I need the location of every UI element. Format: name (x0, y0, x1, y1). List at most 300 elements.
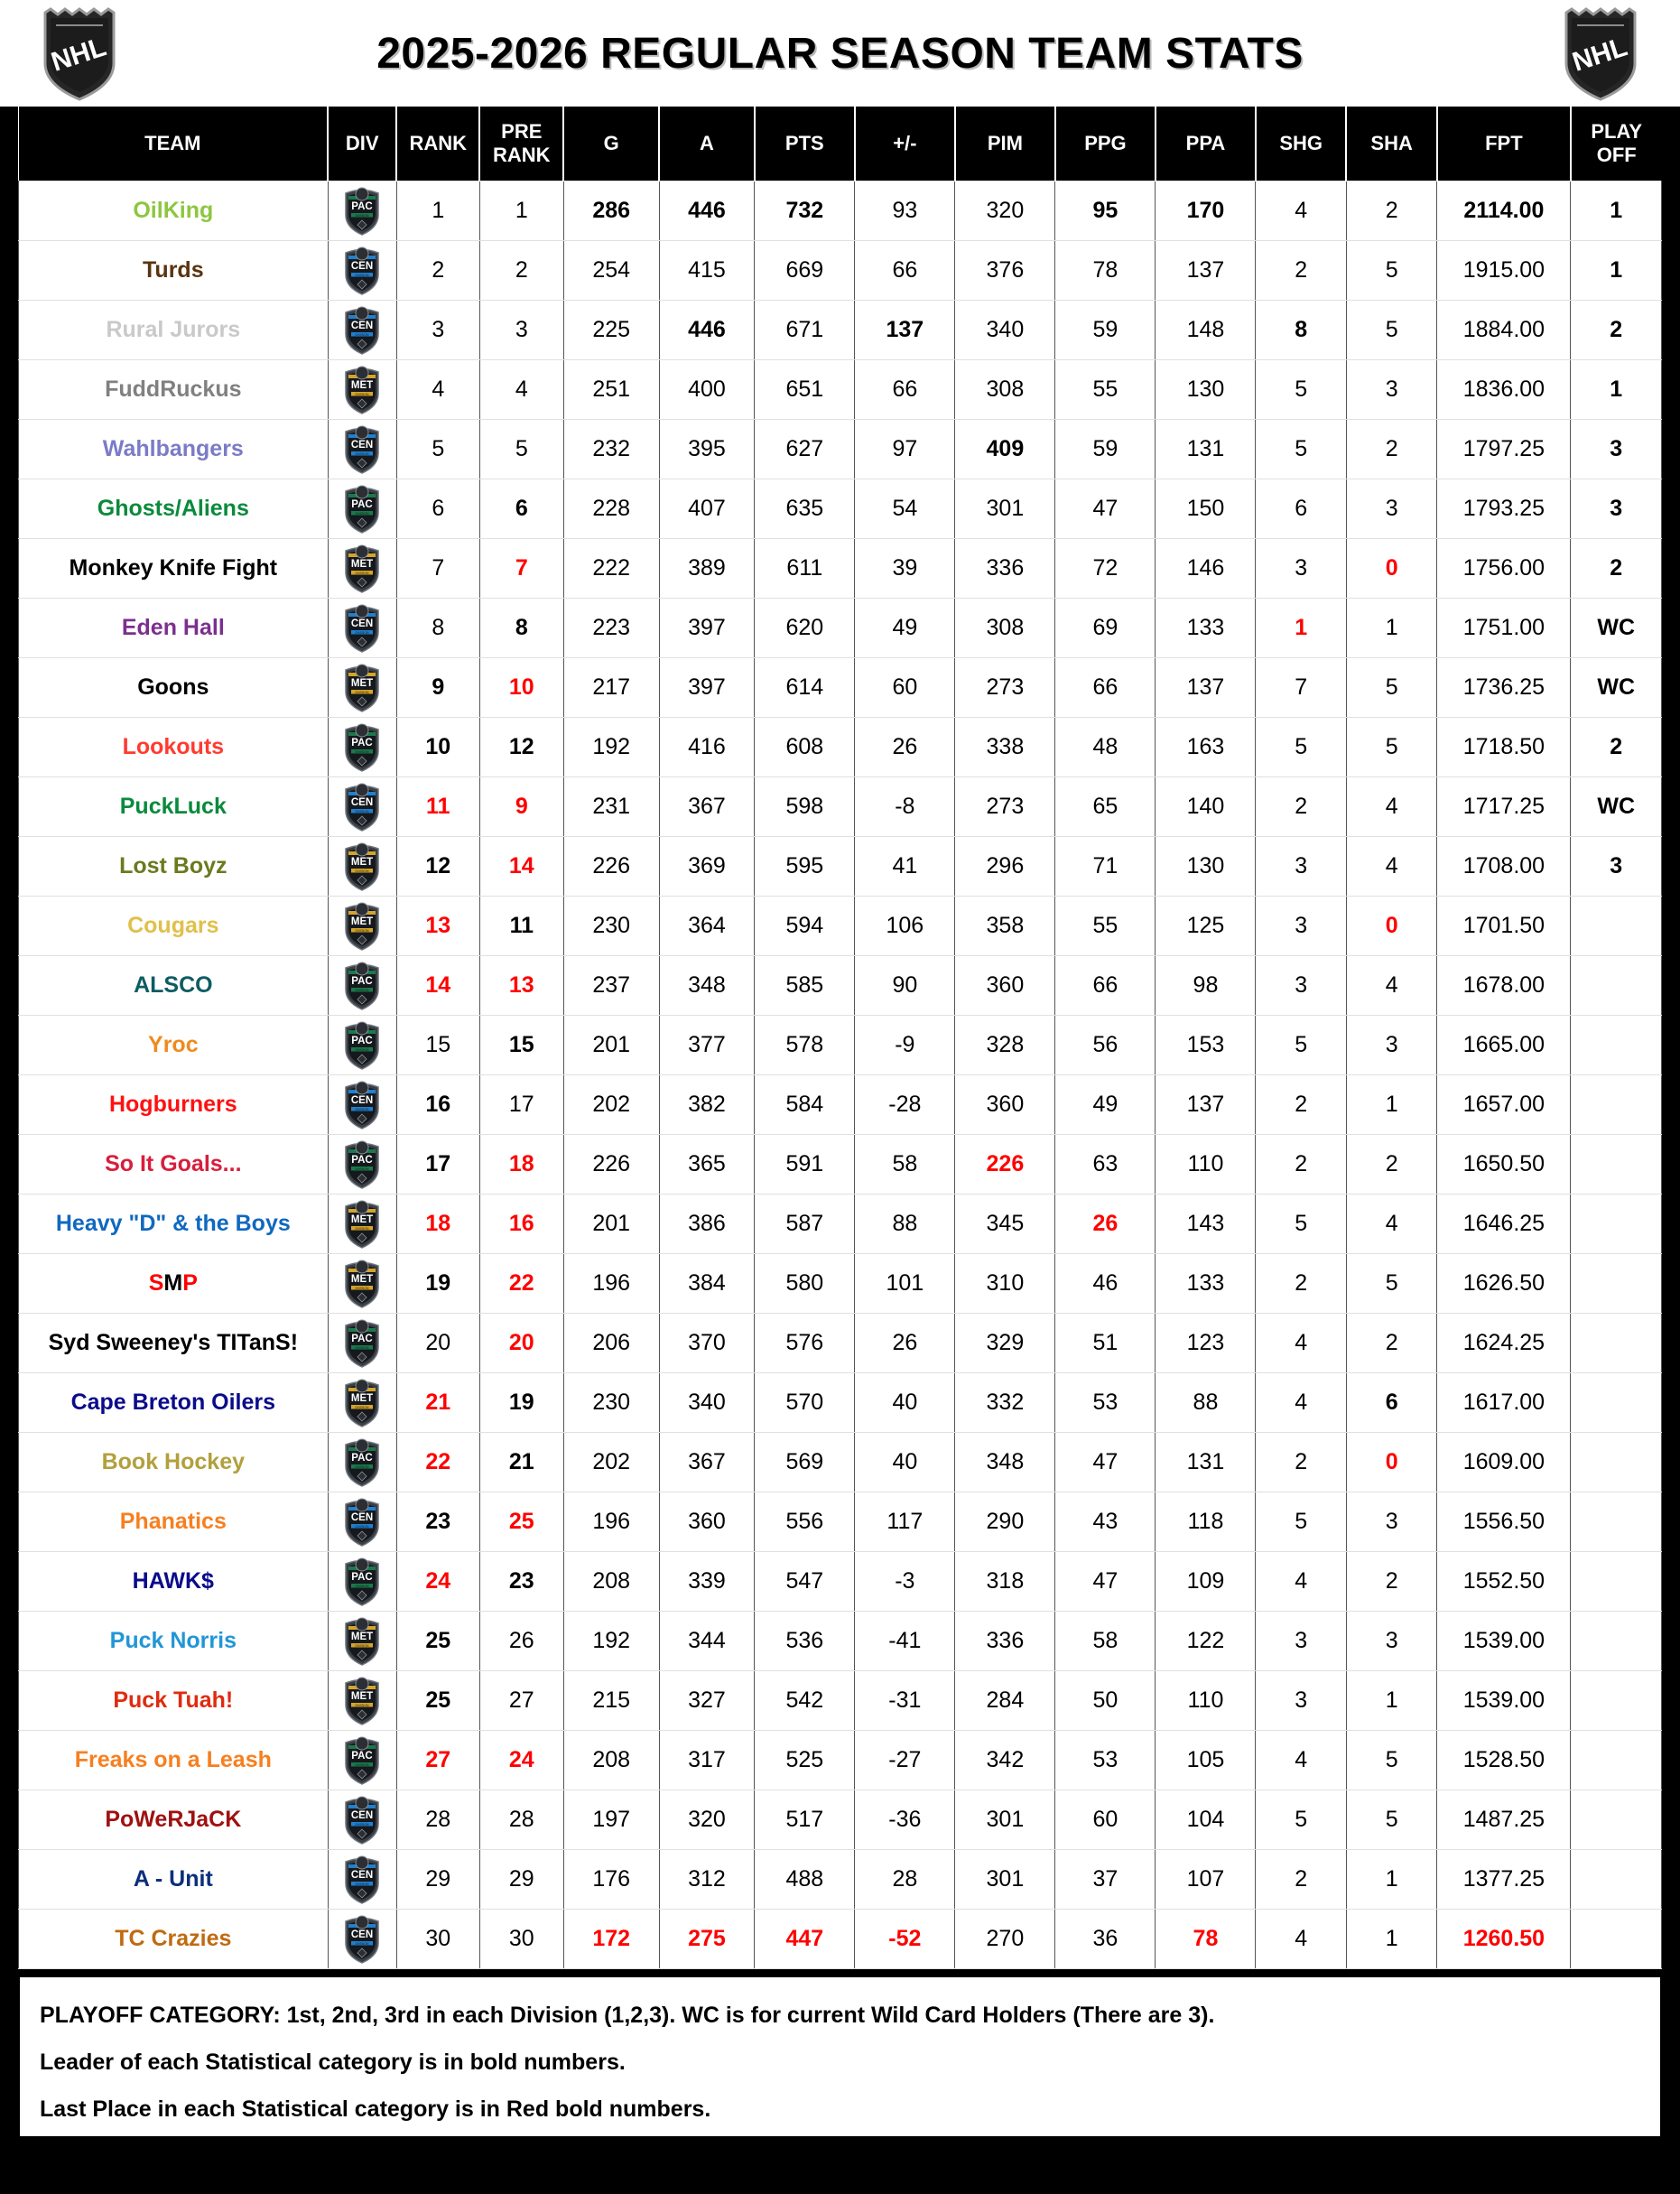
division-cell[interactable] (328, 301, 396, 360)
team-name-cell[interactable] (19, 360, 329, 420)
cell-pim[interactable] (955, 241, 1055, 301)
division-cell[interactable] (328, 1612, 396, 1671)
cell-shg[interactable] (1256, 479, 1346, 539)
cell-plusminus[interactable] (855, 420, 955, 479)
cell-pim[interactable] (955, 1254, 1055, 1314)
team-name-cell[interactable] (19, 1373, 329, 1433)
cell-fpt[interactable] (1437, 599, 1571, 658)
cell-a[interactable] (659, 360, 755, 420)
cell-pre_rank[interactable] (479, 301, 563, 360)
cell-g[interactable] (563, 360, 659, 420)
col-header-playoff[interactable] (1571, 107, 1662, 181)
cell-ppa[interactable] (1156, 837, 1256, 897)
cell-shg[interactable] (1256, 956, 1346, 1016)
cell-playoff[interactable] (1571, 1790, 1662, 1850)
cell-fpt[interactable] (1437, 956, 1571, 1016)
cell-pre_rank[interactable] (479, 1135, 563, 1195)
team-name-cell[interactable] (19, 897, 329, 956)
cell-rank[interactable] (396, 301, 479, 360)
cell-plusminus[interactable] (855, 1135, 955, 1195)
cell-a[interactable] (659, 241, 755, 301)
cell-fpt[interactable] (1437, 1314, 1571, 1373)
cell-pre_rank[interactable] (479, 181, 563, 241)
cell-pre_rank[interactable] (479, 956, 563, 1016)
division-cell[interactable] (328, 1731, 396, 1790)
cell-pts[interactable] (755, 956, 855, 1016)
team-name-cell[interactable] (19, 1612, 329, 1671)
cell-rank[interactable] (396, 1612, 479, 1671)
col-header-plusminus[interactable] (855, 107, 955, 181)
cell-ppg[interactable] (1055, 1731, 1156, 1790)
cell-pts[interactable] (755, 1075, 855, 1135)
cell-shg[interactable] (1256, 1254, 1346, 1314)
team-name-cell[interactable] (19, 1195, 329, 1254)
table-row[interactable] (19, 1195, 1662, 1254)
cell-rank[interactable] (396, 1671, 479, 1731)
cell-a[interactable] (659, 897, 755, 956)
cell-shg[interactable] (1256, 897, 1346, 956)
cell-pts[interactable] (755, 420, 855, 479)
cell-ppa[interactable] (1156, 420, 1256, 479)
col-header-ppg[interactable] (1055, 107, 1156, 181)
cell-pre_rank[interactable] (479, 241, 563, 301)
cell-sha[interactable] (1346, 1314, 1436, 1373)
table-row[interactable] (19, 1910, 1662, 1969)
cell-g[interactable] (563, 1254, 659, 1314)
cell-shg[interactable] (1256, 599, 1346, 658)
cell-pre_rank[interactable] (479, 1314, 563, 1373)
cell-sha[interactable] (1346, 1016, 1436, 1075)
cell-shg[interactable] (1256, 1135, 1346, 1195)
cell-fpt[interactable] (1437, 1373, 1571, 1433)
cell-ppa[interactable] (1156, 1075, 1256, 1135)
table-row[interactable] (19, 241, 1662, 301)
division-cell[interactable] (328, 1373, 396, 1433)
cell-pim[interactable] (955, 420, 1055, 479)
table-row[interactable] (19, 181, 1662, 241)
division-cell[interactable] (328, 1135, 396, 1195)
cell-g[interactable] (563, 479, 659, 539)
cell-sha[interactable] (1346, 599, 1436, 658)
cell-g[interactable] (563, 1612, 659, 1671)
table-row[interactable] (19, 1373, 1662, 1433)
cell-g[interactable] (563, 1135, 659, 1195)
cell-shg[interactable] (1256, 1790, 1346, 1850)
cell-a[interactable] (659, 1433, 755, 1492)
cell-shg[interactable] (1256, 1552, 1346, 1612)
cell-g[interactable] (563, 1373, 659, 1433)
cell-g[interactable] (563, 658, 659, 718)
table-row[interactable] (19, 1671, 1662, 1731)
cell-ppa[interactable] (1156, 360, 1256, 420)
cell-pim[interactable] (955, 956, 1055, 1016)
team-name-cell[interactable] (19, 1075, 329, 1135)
cell-pts[interactable] (755, 1016, 855, 1075)
cell-ppg[interactable] (1055, 1850, 1156, 1910)
cell-pre_rank[interactable] (479, 1850, 563, 1910)
cell-pre_rank[interactable] (479, 1016, 563, 1075)
table-row[interactable] (19, 1492, 1662, 1552)
table-row[interactable] (19, 897, 1662, 956)
cell-pim[interactable] (955, 599, 1055, 658)
cell-ppg[interactable] (1055, 360, 1156, 420)
cell-fpt[interactable] (1437, 1552, 1571, 1612)
cell-fpt[interactable] (1437, 837, 1571, 897)
cell-ppa[interactable] (1156, 181, 1256, 241)
cell-plusminus[interactable] (855, 1731, 955, 1790)
cell-shg[interactable] (1256, 1373, 1346, 1433)
cell-ppa[interactable] (1156, 1254, 1256, 1314)
cell-playoff[interactable] (1571, 718, 1662, 777)
cell-g[interactable] (563, 599, 659, 658)
cell-sha[interactable] (1346, 1075, 1436, 1135)
cell-rank[interactable] (396, 658, 479, 718)
team-name-cell[interactable] (19, 1790, 329, 1850)
cell-pre_rank[interactable] (479, 1433, 563, 1492)
division-cell[interactable] (328, 181, 396, 241)
team-name-cell[interactable] (19, 718, 329, 777)
cell-sha[interactable] (1346, 658, 1436, 718)
cell-fpt[interactable] (1437, 718, 1571, 777)
cell-ppa[interactable] (1156, 539, 1256, 599)
col-header-div[interactable] (328, 107, 396, 181)
cell-ppg[interactable] (1055, 956, 1156, 1016)
cell-pim[interactable] (955, 479, 1055, 539)
cell-pre_rank[interactable] (479, 1373, 563, 1433)
cell-sha[interactable] (1346, 1254, 1436, 1314)
cell-ppg[interactable] (1055, 539, 1156, 599)
cell-pre_rank[interactable] (479, 1492, 563, 1552)
cell-playoff[interactable] (1571, 360, 1662, 420)
team-name-cell[interactable] (19, 1850, 329, 1910)
cell-pre_rank[interactable] (479, 1731, 563, 1790)
cell-pts[interactable] (755, 539, 855, 599)
cell-pim[interactable] (955, 301, 1055, 360)
table-row[interactable] (19, 777, 1662, 837)
cell-fpt[interactable] (1437, 1195, 1571, 1254)
division-cell[interactable] (328, 360, 396, 420)
cell-g[interactable] (563, 241, 659, 301)
cell-ppa[interactable] (1156, 956, 1256, 1016)
cell-playoff[interactable] (1571, 897, 1662, 956)
division-cell[interactable] (328, 1254, 396, 1314)
team-name-cell[interactable] (19, 1910, 329, 1969)
cell-a[interactable] (659, 1195, 755, 1254)
cell-ppg[interactable] (1055, 1790, 1156, 1850)
cell-ppg[interactable] (1055, 479, 1156, 539)
cell-pre_rank[interactable] (479, 718, 563, 777)
cell-pim[interactable] (955, 181, 1055, 241)
cell-shg[interactable] (1256, 181, 1346, 241)
cell-ppg[interactable] (1055, 1135, 1156, 1195)
cell-ppg[interactable] (1055, 1552, 1156, 1612)
cell-rank[interactable] (396, 1731, 479, 1790)
cell-ppa[interactable] (1156, 599, 1256, 658)
cell-fpt[interactable] (1437, 1433, 1571, 1492)
cell-rank[interactable] (396, 420, 479, 479)
cell-playoff[interactable] (1571, 1195, 1662, 1254)
cell-pim[interactable] (955, 718, 1055, 777)
cell-plusminus[interactable] (855, 1075, 955, 1135)
table-row[interactable] (19, 1433, 1662, 1492)
cell-fpt[interactable] (1437, 1671, 1571, 1731)
cell-g[interactable] (563, 777, 659, 837)
cell-rank[interactable] (396, 181, 479, 241)
division-cell[interactable] (328, 837, 396, 897)
cell-pre_rank[interactable] (479, 1254, 563, 1314)
cell-shg[interactable] (1256, 1075, 1346, 1135)
cell-shg[interactable] (1256, 1612, 1346, 1671)
cell-g[interactable] (563, 1552, 659, 1612)
cell-fpt[interactable] (1437, 1790, 1571, 1850)
cell-a[interactable] (659, 777, 755, 837)
table-row[interactable] (19, 360, 1662, 420)
cell-ppg[interactable] (1055, 1314, 1156, 1373)
team-name-cell[interactable] (19, 1016, 329, 1075)
cell-ppg[interactable] (1055, 897, 1156, 956)
col-header-sha[interactable] (1346, 107, 1436, 181)
cell-g[interactable] (563, 181, 659, 241)
team-name-cell[interactable] (19, 181, 329, 241)
table-row[interactable] (19, 1850, 1662, 1910)
cell-ppa[interactable] (1156, 1671, 1256, 1731)
team-name-cell[interactable] (19, 777, 329, 837)
cell-playoff[interactable] (1571, 658, 1662, 718)
cell-fpt[interactable] (1437, 1016, 1571, 1075)
cell-a[interactable] (659, 599, 755, 658)
division-cell[interactable] (328, 1910, 396, 1969)
cell-plusminus[interactable] (855, 1016, 955, 1075)
cell-pts[interactable] (755, 1850, 855, 1910)
cell-pre_rank[interactable] (479, 1910, 563, 1969)
cell-pts[interactable] (755, 897, 855, 956)
cell-a[interactable] (659, 301, 755, 360)
cell-pim[interactable] (955, 1314, 1055, 1373)
cell-plusminus[interactable] (855, 479, 955, 539)
cell-ppg[interactable] (1055, 1612, 1156, 1671)
cell-rank[interactable] (396, 599, 479, 658)
cell-rank[interactable] (396, 479, 479, 539)
cell-rank[interactable] (396, 718, 479, 777)
cell-g[interactable] (563, 1314, 659, 1373)
cell-shg[interactable] (1256, 1910, 1346, 1969)
cell-a[interactable] (659, 1373, 755, 1433)
cell-sha[interactable] (1346, 777, 1436, 837)
col-header-team[interactable] (19, 107, 329, 181)
table-row[interactable] (19, 1552, 1662, 1612)
cell-playoff[interactable] (1571, 1671, 1662, 1731)
cell-ppg[interactable] (1055, 420, 1156, 479)
cell-pim[interactable] (955, 1671, 1055, 1731)
table-row[interactable] (19, 718, 1662, 777)
team-name-cell[interactable] (19, 1671, 329, 1731)
division-cell[interactable] (328, 241, 396, 301)
cell-plusminus[interactable] (855, 599, 955, 658)
team-name-cell[interactable] (19, 241, 329, 301)
cell-ppg[interactable] (1055, 1433, 1156, 1492)
cell-plusminus[interactable] (855, 1254, 955, 1314)
cell-a[interactable] (659, 1671, 755, 1731)
cell-ppa[interactable] (1156, 301, 1256, 360)
cell-pts[interactable] (755, 1910, 855, 1969)
cell-a[interactable] (659, 837, 755, 897)
cell-shg[interactable] (1256, 360, 1346, 420)
cell-a[interactable] (659, 658, 755, 718)
cell-g[interactable] (563, 1671, 659, 1731)
division-cell[interactable] (328, 658, 396, 718)
cell-rank[interactable] (396, 956, 479, 1016)
team-name-cell[interactable] (19, 599, 329, 658)
cell-ppg[interactable] (1055, 1373, 1156, 1433)
cell-ppa[interactable] (1156, 658, 1256, 718)
cell-g[interactable] (563, 1195, 659, 1254)
cell-plusminus[interactable] (855, 1790, 955, 1850)
cell-rank[interactable] (396, 1373, 479, 1433)
cell-ppa[interactable] (1156, 1850, 1256, 1910)
cell-ppg[interactable] (1055, 1254, 1156, 1314)
cell-ppa[interactable] (1156, 1492, 1256, 1552)
cell-pim[interactable] (955, 1790, 1055, 1850)
cell-a[interactable] (659, 1850, 755, 1910)
division-cell[interactable] (328, 599, 396, 658)
division-cell[interactable] (328, 1075, 396, 1135)
team-name-cell[interactable] (19, 1254, 329, 1314)
cell-fpt[interactable] (1437, 1910, 1571, 1969)
cell-a[interactable] (659, 1790, 755, 1850)
cell-rank[interactable] (396, 241, 479, 301)
cell-plusminus[interactable] (855, 1671, 955, 1731)
cell-g[interactable] (563, 1016, 659, 1075)
table-row[interactable] (19, 658, 1662, 718)
cell-playoff[interactable] (1571, 837, 1662, 897)
cell-rank[interactable] (396, 1314, 479, 1373)
cell-ppa[interactable] (1156, 1135, 1256, 1195)
cell-ppa[interactable] (1156, 718, 1256, 777)
cell-g[interactable] (563, 837, 659, 897)
cell-fpt[interactable] (1437, 897, 1571, 956)
cell-a[interactable] (659, 479, 755, 539)
cell-pre_rank[interactable] (479, 360, 563, 420)
cell-playoff[interactable] (1571, 479, 1662, 539)
cell-plusminus[interactable] (855, 658, 955, 718)
cell-pre_rank[interactable] (479, 1552, 563, 1612)
cell-ppg[interactable] (1055, 837, 1156, 897)
col-header-g[interactable] (563, 107, 659, 181)
cell-g[interactable] (563, 1731, 659, 1790)
cell-playoff[interactable] (1571, 1075, 1662, 1135)
division-cell[interactable] (328, 539, 396, 599)
cell-pre_rank[interactable] (479, 897, 563, 956)
cell-sha[interactable] (1346, 897, 1436, 956)
cell-g[interactable] (563, 897, 659, 956)
cell-playoff[interactable] (1571, 1850, 1662, 1910)
team-name-cell[interactable] (19, 420, 329, 479)
cell-sha[interactable] (1346, 181, 1436, 241)
cell-fpt[interactable] (1437, 301, 1571, 360)
cell-a[interactable] (659, 1135, 755, 1195)
cell-pre_rank[interactable] (479, 599, 563, 658)
cell-ppa[interactable] (1156, 1790, 1256, 1850)
cell-shg[interactable] (1256, 1314, 1346, 1373)
cell-pim[interactable] (955, 1195, 1055, 1254)
cell-sha[interactable] (1346, 1195, 1436, 1254)
table-row[interactable] (19, 1790, 1662, 1850)
col-header-rank[interactable] (396, 107, 479, 181)
cell-sha[interactable] (1346, 360, 1436, 420)
col-header-ppa[interactable] (1156, 107, 1256, 181)
division-cell[interactable] (328, 1790, 396, 1850)
cell-sha[interactable] (1346, 718, 1436, 777)
cell-ppg[interactable] (1055, 301, 1156, 360)
cell-a[interactable] (659, 718, 755, 777)
division-cell[interactable] (328, 1552, 396, 1612)
cell-g[interactable] (563, 1850, 659, 1910)
table-row[interactable] (19, 599, 1662, 658)
cell-pim[interactable] (955, 1492, 1055, 1552)
team-name-cell[interactable] (19, 1135, 329, 1195)
cell-pts[interactable] (755, 777, 855, 837)
col-header-shg[interactable] (1256, 107, 1346, 181)
table-row[interactable] (19, 420, 1662, 479)
cell-shg[interactable] (1256, 658, 1346, 718)
cell-pim[interactable] (955, 1135, 1055, 1195)
cell-plusminus[interactable] (855, 718, 955, 777)
cell-pim[interactable] (955, 1612, 1055, 1671)
cell-pre_rank[interactable] (479, 658, 563, 718)
cell-rank[interactable] (396, 1790, 479, 1850)
cell-a[interactable] (659, 539, 755, 599)
cell-fpt[interactable] (1437, 1612, 1571, 1671)
col-header-pts[interactable] (755, 107, 855, 181)
cell-sha[interactable] (1346, 1790, 1436, 1850)
cell-fpt[interactable] (1437, 420, 1571, 479)
cell-ppa[interactable] (1156, 897, 1256, 956)
cell-ppa[interactable] (1156, 1373, 1256, 1433)
cell-plusminus[interactable] (855, 1910, 955, 1969)
cell-sha[interactable] (1346, 301, 1436, 360)
cell-plusminus[interactable] (855, 1373, 955, 1433)
cell-sha[interactable] (1346, 956, 1436, 1016)
cell-playoff[interactable] (1571, 181, 1662, 241)
cell-ppg[interactable] (1055, 1671, 1156, 1731)
cell-sha[interactable] (1346, 1492, 1436, 1552)
cell-fpt[interactable] (1437, 1254, 1571, 1314)
cell-playoff[interactable] (1571, 956, 1662, 1016)
cell-ppg[interactable] (1055, 1016, 1156, 1075)
cell-a[interactable] (659, 1612, 755, 1671)
cell-playoff[interactable] (1571, 599, 1662, 658)
team-name-cell[interactable] (19, 1314, 329, 1373)
team-name-cell[interactable] (19, 301, 329, 360)
cell-shg[interactable] (1256, 1850, 1346, 1910)
cell-pim[interactable] (955, 1433, 1055, 1492)
cell-g[interactable] (563, 1492, 659, 1552)
cell-ppa[interactable] (1156, 777, 1256, 837)
cell-a[interactable] (659, 1075, 755, 1135)
cell-playoff[interactable] (1571, 1314, 1662, 1373)
cell-playoff[interactable] (1571, 420, 1662, 479)
cell-sha[interactable] (1346, 1850, 1436, 1910)
table-row[interactable] (19, 1731, 1662, 1790)
team-name-cell[interactable] (19, 837, 329, 897)
cell-shg[interactable] (1256, 539, 1346, 599)
cell-pts[interactable] (755, 301, 855, 360)
cell-pim[interactable] (955, 539, 1055, 599)
cell-ppa[interactable] (1156, 1433, 1256, 1492)
cell-pim[interactable] (955, 837, 1055, 897)
division-cell[interactable] (328, 777, 396, 837)
cell-pts[interactable] (755, 837, 855, 897)
